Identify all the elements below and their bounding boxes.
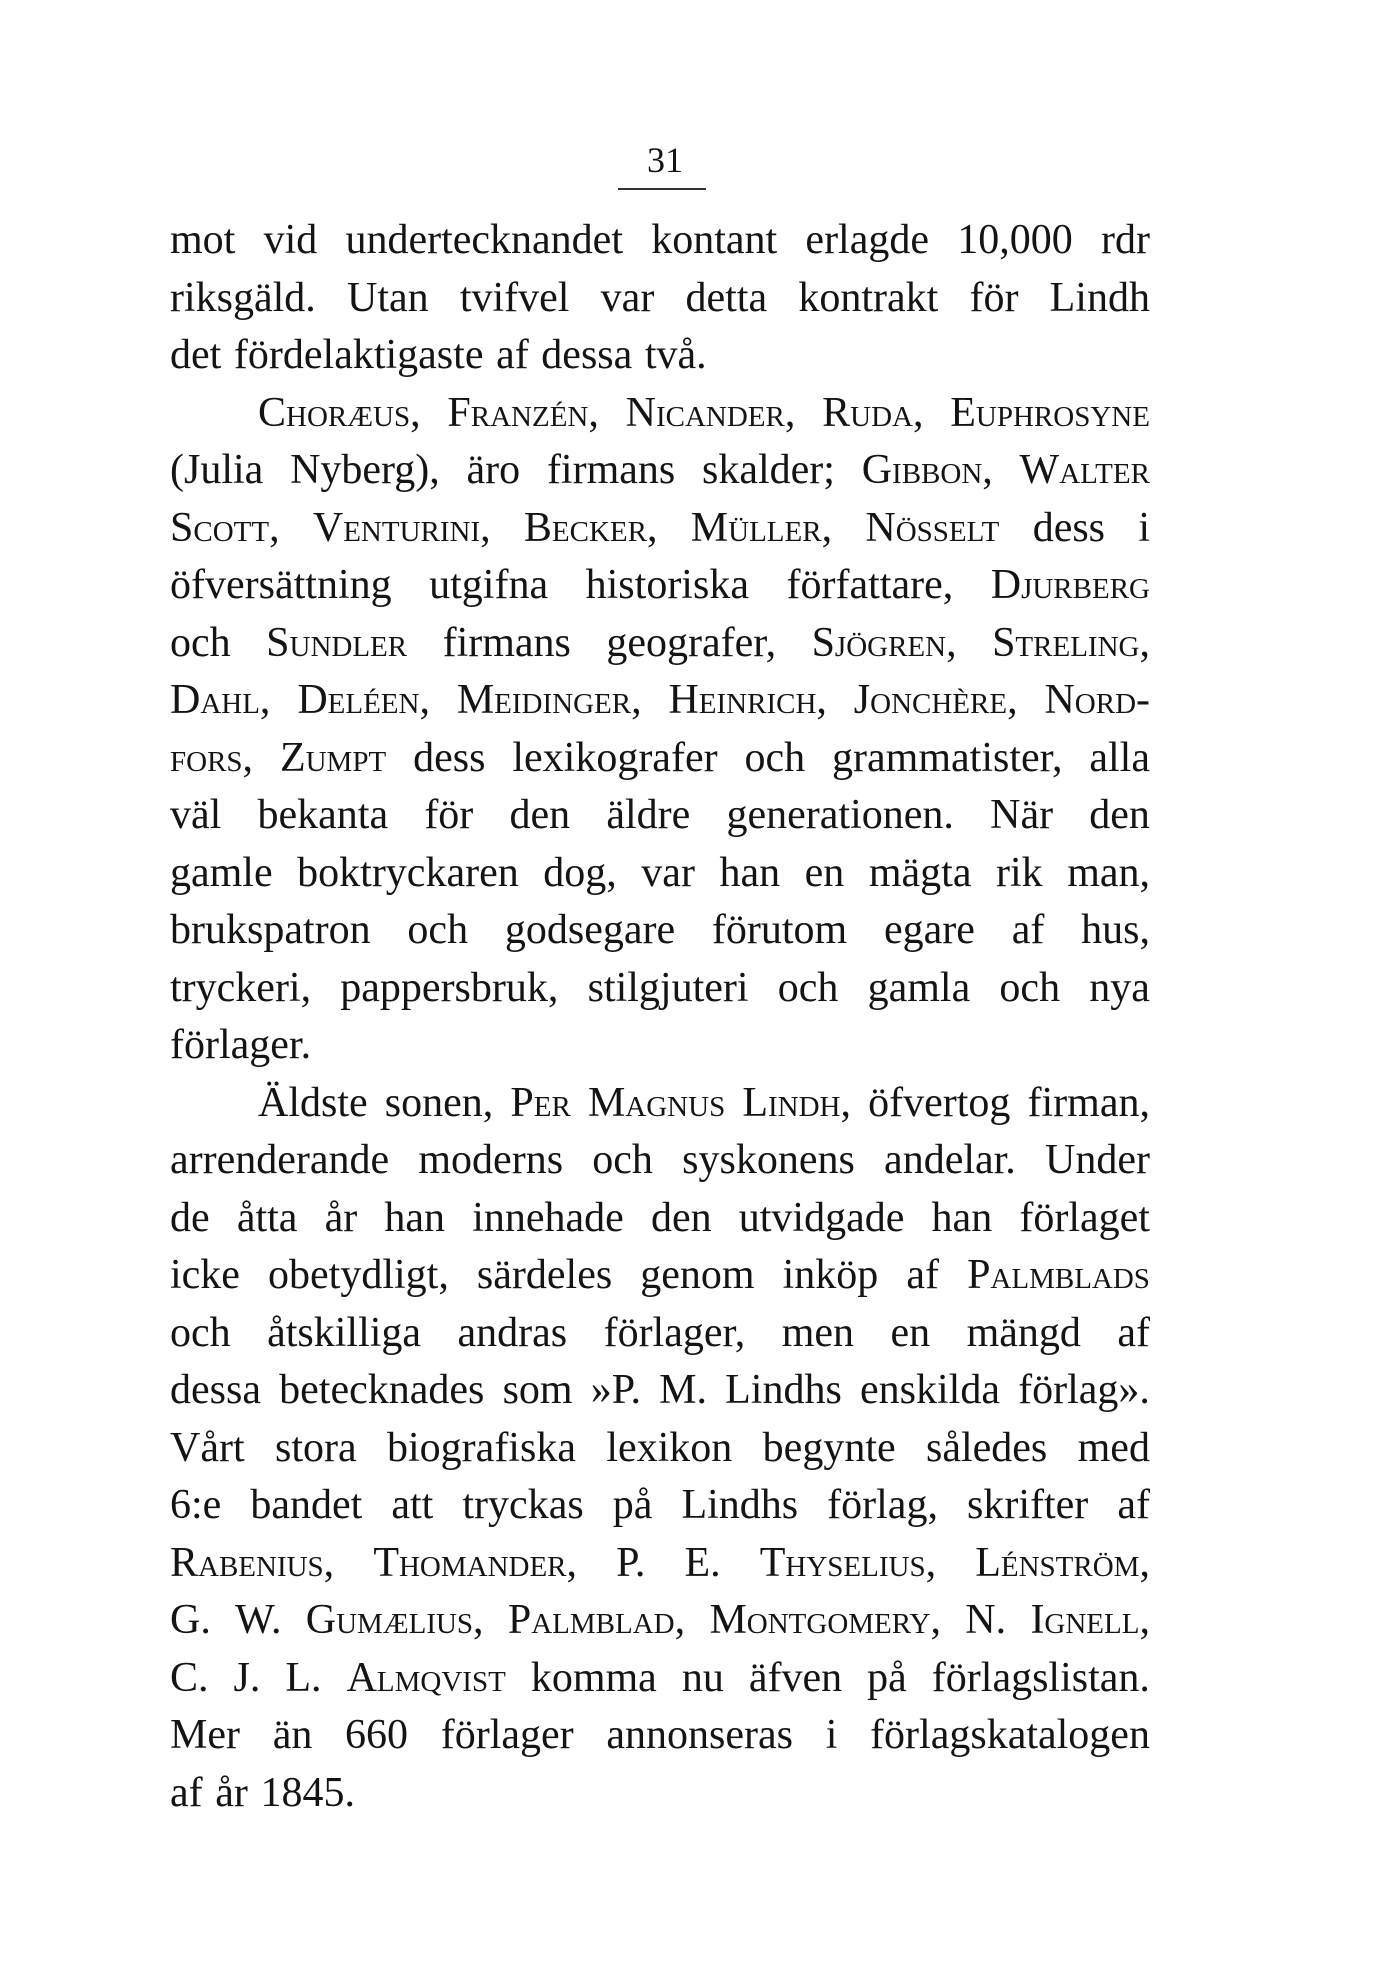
- word: väl: [170, 792, 222, 838]
- word: författare,: [786, 562, 954, 608]
- word: W.: [235, 1597, 282, 1643]
- word: icke: [170, 1252, 240, 1298]
- word: fördelaktigaste: [233, 332, 484, 378]
- word: af: [170, 1769, 203, 1816]
- word: dess: [1032, 504, 1106, 551]
- word: förlaget: [1019, 1194, 1150, 1241]
- word: tryckeri,: [170, 964, 312, 1011]
- word: J.: [233, 1654, 261, 1701]
- text-line: [170, 442, 1150, 500]
- word: Scott,: [170, 504, 280, 551]
- word: och: [999, 964, 1061, 1011]
- text-line: [170, 1305, 1150, 1363]
- word: komma: [530, 1654, 657, 1701]
- word: mängd: [966, 1309, 1081, 1356]
- word: men: [781, 1309, 855, 1356]
- word: 1845.: [260, 1769, 355, 1816]
- word: en: [890, 1309, 931, 1356]
- text-line: [170, 1362, 1150, 1420]
- word: utgifna: [429, 562, 549, 608]
- word: och: [407, 907, 469, 953]
- word: tvifvel: [459, 274, 570, 321]
- word: detta: [685, 274, 768, 321]
- word: Djurberg: [990, 562, 1150, 608]
- word: firman,: [1027, 1079, 1150, 1126]
- word: 10,000: [957, 217, 1073, 263]
- word: och: [592, 1137, 653, 1183]
- word: var: [641, 849, 695, 896]
- word: Meidinger,: [456, 677, 642, 723]
- text-line: [170, 327, 1150, 385]
- text-line: [170, 1247, 1150, 1305]
- word: för: [969, 274, 1019, 321]
- word: moderns: [418, 1137, 564, 1183]
- word: Palmblads: [967, 1252, 1150, 1298]
- word: P.: [616, 1539, 646, 1586]
- word: Nyberg),: [290, 447, 440, 493]
- word: den: [650, 1194, 712, 1241]
- word: på: [612, 1482, 653, 1528]
- text-line: [170, 1765, 1150, 1823]
- word: Palmblad,: [507, 1597, 686, 1643]
- word: C.: [170, 1654, 209, 1701]
- word: förutom: [711, 907, 848, 953]
- word: Franzén,: [447, 389, 599, 436]
- word: Lindhs: [681, 1482, 799, 1528]
- word: kontrakt: [798, 274, 939, 321]
- word: Gibbon,: [861, 447, 993, 493]
- word: att: [391, 1482, 434, 1528]
- word: Almqvist: [346, 1654, 506, 1701]
- word: andelar.: [884, 1137, 1016, 1183]
- text-line: [170, 1650, 1150, 1708]
- word: öfversättning: [170, 562, 392, 608]
- word: dessa: [170, 1367, 261, 1413]
- word: Thyselius,: [759, 1539, 937, 1586]
- word: åtta: [236, 1194, 298, 1241]
- word: än: [272, 1712, 313, 1758]
- text-line: [170, 845, 1150, 903]
- word: rik: [996, 849, 1043, 896]
- word: geografer,: [606, 619, 777, 666]
- word: syskonens: [682, 1137, 855, 1183]
- word: Streling,: [992, 619, 1150, 666]
- word: Thomander,: [373, 1539, 578, 1586]
- word: riksgäld.: [170, 274, 316, 321]
- word: de: [170, 1194, 210, 1241]
- word: Nösselt: [865, 504, 1000, 551]
- word: pappersbruk,: [340, 964, 559, 1011]
- word: på: [867, 1654, 907, 1701]
- word: sonen,: [384, 1079, 494, 1126]
- word: historiska: [585, 562, 749, 608]
- word: boktryckaren: [297, 849, 519, 896]
- word: stilgjuteri: [587, 964, 749, 1011]
- text-line: [170, 730, 1150, 788]
- text-line: [170, 500, 1150, 558]
- text-line: [170, 270, 1150, 328]
- text-line: [170, 1707, 1150, 1765]
- word: erlagde: [805, 217, 930, 263]
- word: Ruda,: [822, 389, 924, 436]
- word: grammatister,: [832, 734, 1063, 781]
- word: rdr: [1100, 217, 1150, 263]
- word: Sundler: [266, 619, 408, 666]
- page-number: 31: [647, 140, 683, 180]
- word: af: [1011, 907, 1045, 953]
- word: »P.: [590, 1367, 641, 1413]
- word: N.: [965, 1597, 1007, 1643]
- word: Äldste: [258, 1079, 368, 1126]
- word: firmans: [546, 447, 676, 493]
- word: L.: [285, 1654, 322, 1701]
- word: man,: [1067, 849, 1150, 896]
- word: Utan: [347, 274, 429, 321]
- word: Mer: [170, 1712, 240, 1758]
- word: genom: [640, 1252, 755, 1298]
- word: således: [925, 1424, 1048, 1471]
- word: dessa: [541, 332, 633, 378]
- word: öfvertog: [868, 1079, 1011, 1126]
- word: äfven: [748, 1654, 843, 1701]
- word: brukspatron: [170, 907, 371, 953]
- word: Gumælius,: [305, 1597, 484, 1643]
- word: två.: [644, 332, 707, 378]
- word: mägta: [868, 849, 972, 896]
- word: Deléen,: [297, 677, 430, 723]
- word: Nord-: [1044, 677, 1150, 723]
- word: vid: [263, 217, 318, 263]
- word: lexikon: [606, 1424, 733, 1471]
- word: och: [777, 964, 839, 1011]
- word: tryckas: [462, 1482, 584, 1528]
- body-text: [170, 212, 1150, 1822]
- word: förlager.: [170, 1022, 312, 1068]
- word: Venturini,: [312, 504, 491, 551]
- word: lexikografer: [512, 734, 718, 781]
- word: förlag,: [827, 1482, 938, 1528]
- word: den: [509, 792, 571, 838]
- word: Dahl,: [170, 677, 271, 723]
- word: M.: [659, 1367, 707, 1413]
- word: han: [931, 1194, 993, 1241]
- word: bandet: [250, 1482, 363, 1528]
- word: alla: [1089, 734, 1150, 781]
- word: Lindh: [1049, 274, 1150, 321]
- word: en: [804, 849, 845, 896]
- text-line: [170, 385, 1150, 443]
- text-line: [170, 1477, 1150, 1535]
- word: han: [719, 849, 781, 896]
- word: innehade: [472, 1194, 624, 1241]
- word: för: [424, 792, 474, 838]
- word: i: [1138, 504, 1150, 551]
- text-line: [170, 1535, 1150, 1593]
- word: Montgomery,: [709, 1597, 941, 1643]
- word: förlagskatalogen: [870, 1712, 1150, 1758]
- word: äldre: [606, 792, 691, 838]
- word: af: [496, 332, 529, 378]
- word: E.: [684, 1539, 721, 1586]
- word: han: [384, 1194, 446, 1241]
- word: af: [906, 1252, 939, 1298]
- text-line: [170, 1190, 1150, 1248]
- word: och: [744, 734, 806, 781]
- word: var: [600, 274, 655, 321]
- page-number-rule: [618, 188, 706, 190]
- word: bekanta: [257, 792, 389, 838]
- word: G.: [170, 1597, 211, 1643]
- text-line: [170, 902, 1150, 960]
- word: 6:e: [170, 1482, 222, 1528]
- word: nya: [1089, 964, 1150, 1011]
- word: Jonchère,: [853, 677, 1018, 723]
- text-line: [170, 960, 1150, 1018]
- text-line: [170, 615, 1150, 673]
- word: åtskilliga: [267, 1309, 422, 1356]
- word: i: [825, 1712, 838, 1758]
- word: 660: [345, 1712, 409, 1758]
- word: Lindh,: [742, 1079, 851, 1126]
- word: skrifter: [967, 1482, 1089, 1528]
- word: dog,: [543, 849, 617, 896]
- word: som: [502, 1367, 573, 1413]
- word: dess: [413, 734, 486, 781]
- word: och: [170, 619, 231, 666]
- word: Rabenius,: [170, 1539, 335, 1586]
- word: Choræus,: [258, 389, 421, 436]
- word: godsegare: [504, 907, 676, 953]
- word: Sjögren,: [811, 619, 957, 666]
- word: mot: [170, 217, 236, 263]
- word: år: [324, 1194, 358, 1241]
- text-line: [170, 787, 1150, 845]
- word: Ignell,: [1030, 1597, 1150, 1643]
- text-line: [170, 672, 1150, 730]
- text-line: [170, 1075, 1150, 1133]
- word: arrenderande: [170, 1137, 390, 1183]
- word: obetydligt,: [268, 1252, 449, 1298]
- word: särdeles: [476, 1252, 613, 1298]
- word: Walter: [1019, 447, 1150, 493]
- text-line: [170, 1420, 1150, 1478]
- word: den: [1089, 792, 1150, 838]
- word: (Julia: [170, 447, 264, 493]
- word: Zumpt: [279, 734, 387, 781]
- word: stora: [275, 1424, 357, 1471]
- word: skalder;: [702, 447, 835, 493]
- word: När: [990, 792, 1054, 838]
- word: förlager,: [603, 1309, 746, 1356]
- word: annonseras: [606, 1712, 793, 1758]
- word: Magnus: [587, 1079, 726, 1126]
- word: Heinrich,: [668, 677, 827, 723]
- word: Under: [1045, 1137, 1150, 1183]
- word: Per: [510, 1079, 571, 1126]
- text-line: [170, 1017, 1150, 1075]
- word: kontant: [651, 217, 778, 263]
- word: af: [1117, 1482, 1150, 1528]
- word: med: [1077, 1424, 1150, 1471]
- word: af: [1117, 1309, 1150, 1356]
- word: andras: [457, 1309, 568, 1356]
- word: nu: [681, 1654, 724, 1701]
- word: år: [215, 1769, 248, 1816]
- word: Vårt: [170, 1424, 245, 1471]
- text-line: [170, 212, 1150, 270]
- word: gamla: [867, 964, 971, 1011]
- text-line: [170, 1132, 1150, 1190]
- word: det: [170, 332, 222, 378]
- word: enskilda: [860, 1367, 1000, 1413]
- word: begynte: [762, 1424, 896, 1471]
- word: Müller,: [690, 504, 833, 551]
- word: och: [170, 1309, 231, 1356]
- word: förlag».: [1018, 1367, 1150, 1413]
- word: Becker,: [523, 504, 658, 551]
- word: förlagslistan.: [931, 1654, 1150, 1701]
- word: fors,: [170, 734, 254, 781]
- word: betecknades: [279, 1367, 485, 1413]
- word: förlager: [440, 1712, 574, 1758]
- word: egare: [884, 907, 975, 953]
- word: Euphrosyne: [950, 389, 1150, 436]
- word: firmans: [442, 619, 571, 666]
- word: Lénström,: [975, 1539, 1150, 1586]
- word: inköp: [782, 1252, 879, 1298]
- word: Lindhs: [725, 1367, 842, 1413]
- word: utvidgade: [738, 1194, 905, 1241]
- text-line: [170, 1592, 1150, 1650]
- word: undertecknandet: [345, 217, 623, 263]
- word: hus,: [1081, 907, 1150, 953]
- word: Nicander,: [625, 389, 796, 436]
- word: generationen.: [726, 792, 954, 838]
- word: äro: [466, 447, 521, 493]
- word: gamle: [170, 849, 273, 896]
- word: biografiska: [387, 1424, 576, 1471]
- text-line: [170, 557, 1150, 615]
